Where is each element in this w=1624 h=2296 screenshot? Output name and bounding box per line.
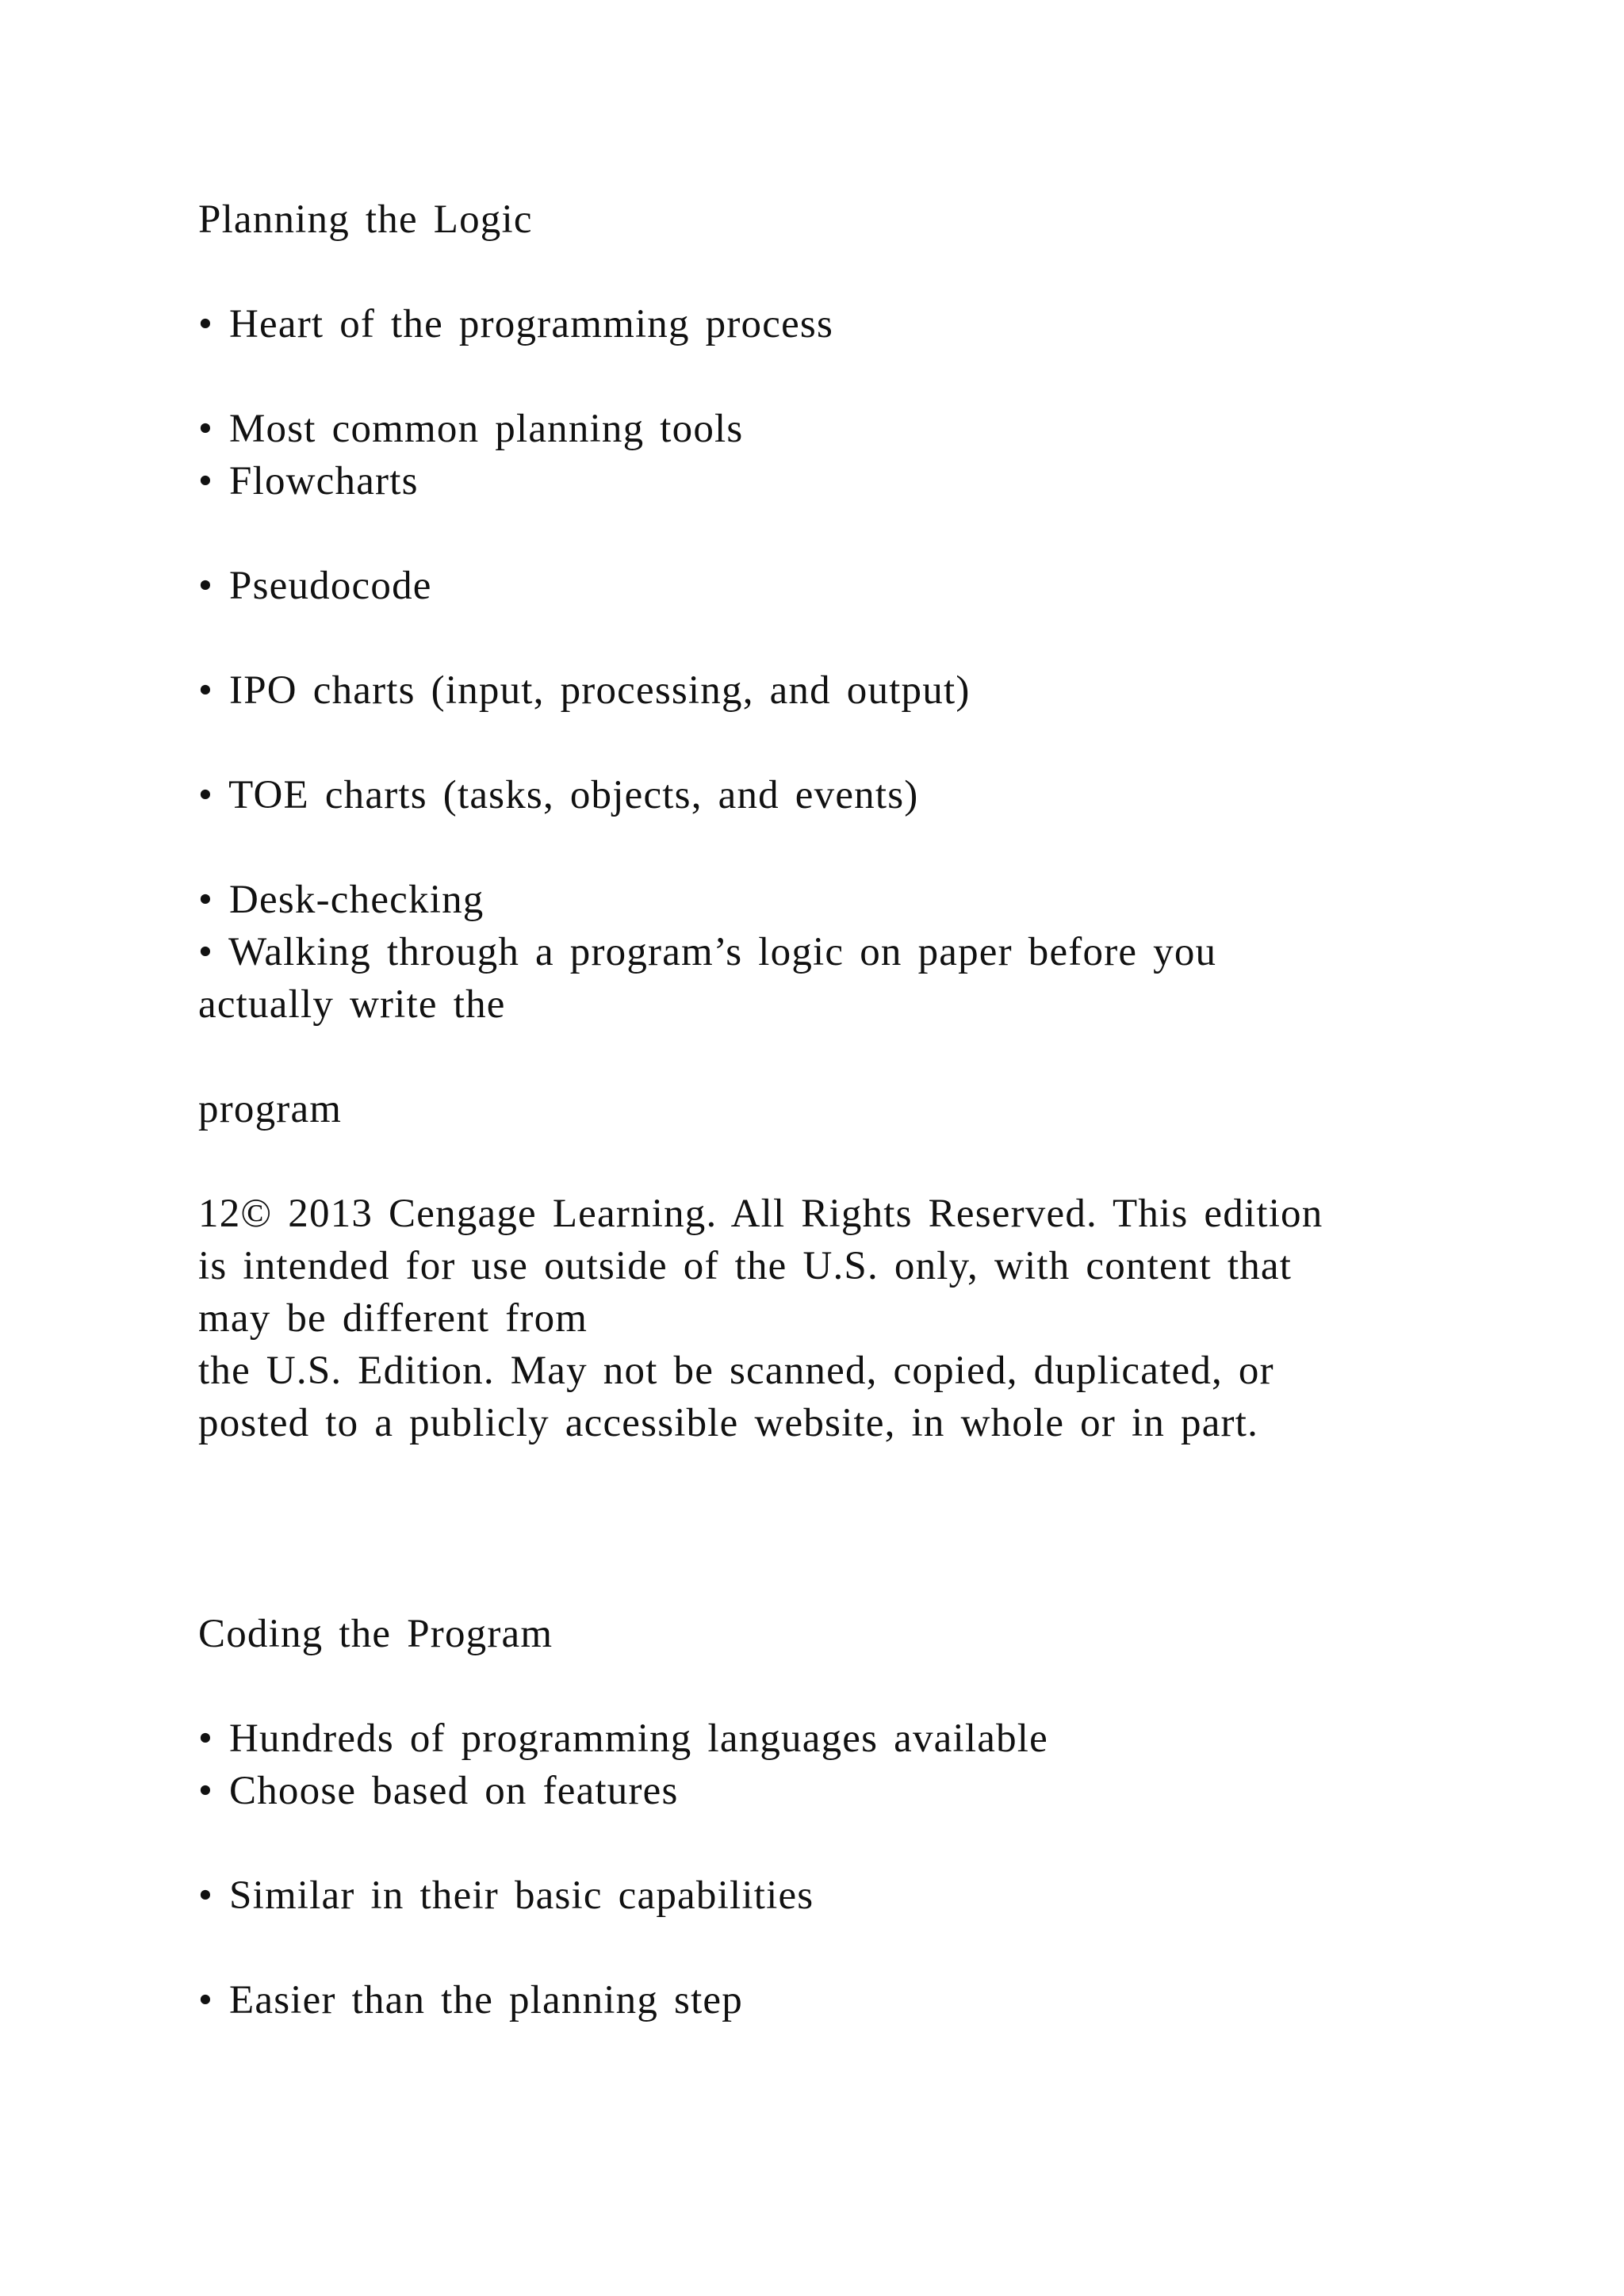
copyright-line: posted to a publicly accessible website, in whole or in part. [198, 1401, 1259, 1445]
bullet-item: • Easier than the planning step [198, 1978, 743, 2022]
section-heading-planning: Planning the Logic [198, 197, 533, 242]
body-text-line: program [198, 1087, 343, 1131]
bullet-item: • TOE charts (tasks, objects, and events) [198, 773, 919, 817]
bullet-item: • Pseudocode [198, 564, 432, 608]
bullet-item: • Hundreds of programming languages available [198, 1716, 1048, 1761]
bullet-item: • Choose based on features [198, 1769, 679, 1813]
bullet-item: • IPO charts (input, processing, and output) [198, 668, 971, 713]
section-heading-coding: Coding the Program [198, 1612, 553, 1656]
bullet-item: • Heart of the programming process [198, 302, 834, 346]
body-text-line: actually write the [198, 982, 506, 1027]
bullet-item: • Flowcharts [198, 459, 419, 503]
copyright-line: 12© 2013 Cengage Learning. All Rights Reserved. This edition [198, 1192, 1323, 1236]
bullet-item: • Most common planning tools [198, 407, 744, 451]
copyright-line: the U.S. Edition. May not be scanned, copied, duplicated, or [198, 1349, 1274, 1393]
bullet-item: • Walking through a program’s logic on paper before you [198, 930, 1217, 974]
copyright-line: is intended for use outside of the U.S. only, with content that [198, 1244, 1293, 1288]
copyright-line: may be different from [198, 1296, 588, 1341]
bullet-item: • Desk-checking [198, 878, 485, 922]
bullet-item: • Similar in their basic capabilities [198, 1873, 814, 1918]
